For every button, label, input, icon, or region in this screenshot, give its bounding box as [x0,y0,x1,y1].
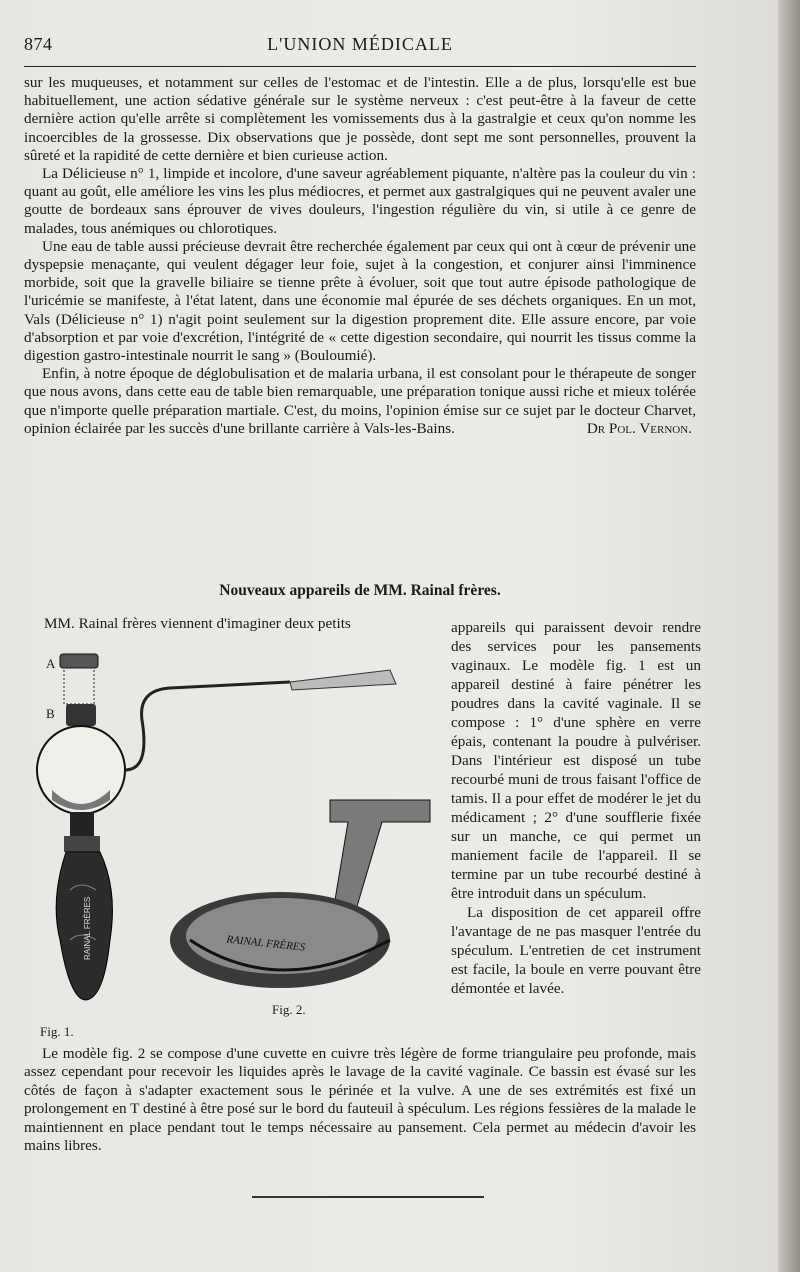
fig1-bulb-engraving: RAINAL FRÈRES [83,896,92,960]
page-header [24,34,696,58]
article-vals-body [24,74,696,438]
figures-area [30,640,440,1050]
figure-illustrations [30,640,440,1050]
page-number: 874 [24,34,53,54]
paragraph-1: sur les muqueuses, et notamment sur celles de l'estomac et de l'intestin. Elle a de plus, lorsqu'elle est bue habituellement, une action sédative générale sur le système nerveux : c'est peut-être à la faveur de cette dernière action qu'elle arrête si complètement les vomissements dus à la gastralgie et ceux qu'on nomme les incoercibles de la grossesse. Dix observations que je possède, dont sept me sont personnelles, prouvent la sûreté et la rapidité de cette dernière et bien curieuse action. [24,74,696,164]
fig2-caption: Fig. 2. [272,1002,306,1017]
label-a: A [46,656,56,671]
right-column [451,618,701,998]
running-title: L'UNION MÉDICALE [267,34,453,54]
paragraph-3: Une eau de table aussi précieuse devrait être recherchée également par ceux qui ont à cœur de prévenir une dyspepsie menaçante, qui veulent dégager leur foie, sujet à la congestion, et conjurer ainsi l'imminence morbide, soit que la gravelle biliaire se tienne prête à évoluer, soit que tout autre épisode pathologique de l'uricémie se manifeste, à l'état latent, dans une économie mal épurée de ses déchets organiques. En un mot, Vals (Délicieuse n° 1) n'agit point seulement sur la digestion proprement dite. Elle assure encore, par voie d'absorption et par voie d'excrétion, l'intégrité de « cette digestion secondaire, qui nourrit les tissus comme la digestion gastro-intestinale nourrit le sang » (Bouloumié). [24,237,696,365]
lead-line: MM. Rainal frères viennent d'imaginer deux petits [44,615,351,632]
fig2-triangular-basin [170,800,430,988]
label-b: B [46,706,55,721]
bottom-paragraph-block [24,1045,696,1155]
right-column-paragraph-1: appareils qui paraissent devoir rendre des services pour les pansements vaginaux. Le modèle fig. 1 est un appareil destiné à faire pénétrer les poudres dans la cavité vaginale. Il se compose : 1° d'une sphère en verre épais, contenant la poudre à pulvériser. Dans l'intérieur est disposé un tube recourbé muni de trous faisant l'office de tamis. Il a pour effet de modérer le jet du médicament ; 2° d'une soufflerie fixée sur un manche, ce qui permet un maniement facile de l'appareil. Il se termine par un tube recourbé destiné à être introduit dans un spéculum. [451,619,701,902]
end-rule [252,1196,484,1198]
paragraph-4: Enfin, à notre époque de déglobulisation et de malaria urbana, il est consolant pour le thérapeute de songer que nous avons, dans cette eau de table bien remarquable, une préparation tonique aussi riche et mieux tolérée que n'importe quelle préparation martiale. C'est, du moins, l'opinion émise sur ce sujet par le docteur Charvet, opinion éclairée par les succès d'une brillante carrière à Vals-les-Bains. [24,365,696,437]
bottom-paragraph: Le modèle fig. 2 se compose d'une cuvette en cuivre très légère de forme triangulaire peu profonde, mais assez cependant pour recevoir les liquides après le lavage de la cavité vaginale. Ce bassin est évasé sur les côtés de façon à s'adapter exactement sous le périnée et la vulve. A une de ses extrémités est fixé un prolongement en T destiné à être posé sur le bord du fauteuil à spéculum. Les régions fessières de la malade le maintiennent en place pendant tout le temps nécessaire au pansement. Cela permet au médecin d'avoir les mains libres. [24,1045,696,1155]
section-title: Nouveaux appareils de MM. Rainal frères. [219,582,501,599]
paragraph-2: La Délicieuse n° 1, limpide et incolore, d'une saveur agréablement piquante, n'altère pas la couleur du vin : quant au goût, elle améliore les vins les plus médiocres, et permet aux gastralgiques qui ne peuvent avaler une goutte de bordeaux sans éprouver de vives douleurs, l'ingestion régulière du vin, si utile à ce genre de malades, tous anémiques ou chlorotiques. [24,165,696,237]
fig2-basin-engraving: RAINAL FRÈRES [225,933,306,954]
header-rule [24,66,696,67]
author-signature: Dr Pol. Vernon. [586,420,692,438]
right-column-paragraph-2: La disposition de cet appareil offre l'avantage de ne pas masquer l'entrée du spéculum. L'entretien de cet instrument est facile, la boule en verre pouvant être démontée et lavée. [451,904,701,997]
page-edge-shadow [778,0,800,1272]
fig1-caption: Fig. 1. [40,1024,74,1039]
